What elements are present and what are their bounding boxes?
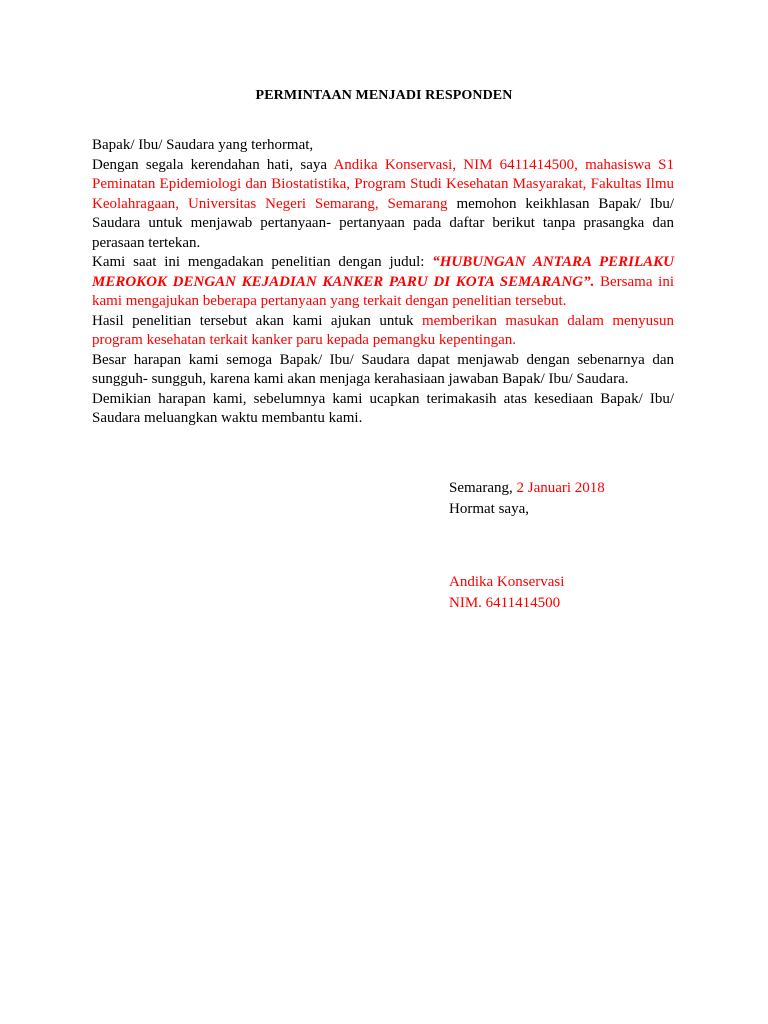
signatory-nim: NIM. 6411414500 bbox=[449, 595, 561, 611]
place: Semarang, bbox=[449, 480, 517, 496]
research-intro-text: Kami saat ini mengadakan penelitian dengan judul: bbox=[92, 254, 433, 270]
place-date-line bbox=[449, 478, 605, 499]
signature-header bbox=[449, 478, 605, 520]
signature-block bbox=[449, 572, 564, 614]
document-title: PERMINTAAN MENJADI RESPONDEN bbox=[255, 88, 513, 103]
greeting: Bapak/ Ibu/ Saudara yang terhormat, bbox=[92, 137, 314, 153]
purpose-text: memberikan masukan dalam menyusun program kesehatan terkait kanker paru kepada pemangku kepentingan. bbox=[92, 312, 674, 348]
signatory-name: Andika Konservasi bbox=[449, 574, 565, 590]
questions-text: Bersama ini kami mengajukan beberapa pertanyaan yang terkait dengan penelitian tersebut. bbox=[92, 273, 674, 309]
request-text: memohon keikhlasan Bapak/ Ibu/ Saudara untuk menjawab pertanyaan- pertanyaan pada daftar berikut tanpa prasangka dan perasaan tertekan. bbox=[92, 195, 674, 251]
paragraph-hope: Besar harapan kami semoga Bapak/ Ibu/ Saudara dapat menjawab dengan sebenarnya dan sungguh- sungguh, karena kami akan menjaga kerahasiaan jawaban Bapak/ Ibu/ Saudara. bbox=[92, 351, 674, 387]
purpose-intro-text: Hasil penelitian tersebut akan kami ajukan untuk bbox=[92, 312, 422, 329]
intro-text: Dengan segala kerendahan hati, saya bbox=[92, 156, 334, 173]
date: 2 Januari 2018 bbox=[516, 480, 605, 496]
researcher-identity: Andika Konservasi, NIM 6411414500, mahasiswa S1 Peminatan Epidemiologi dan Biostatistika, Program Studi Kesehatan Masyarakat, Fakultas Ilmu Keolahragaan, Universitas Negeri Semarang, Semarang bbox=[92, 156, 674, 212]
research-title: “HUBUNGAN ANTARA PERILAKU MEROKOK DENGAN KEJADIAN KANKER PARU DI KOTA SEMARANG”. bbox=[92, 254, 674, 290]
closing-salutation: Hormat saya, bbox=[449, 501, 529, 517]
paragraph-introduction bbox=[92, 156, 674, 254]
paragraph-closing: Demikian harapan kami, sebelumnya kami ucapkan terimakasih atas kesediaan Bapak/ Ibu/ Saudara meluangkan waktu membantu kami. bbox=[92, 390, 674, 426]
letter-body bbox=[92, 136, 674, 429]
paragraph-purpose bbox=[92, 312, 674, 351]
paragraph-research-title bbox=[92, 253, 674, 312]
